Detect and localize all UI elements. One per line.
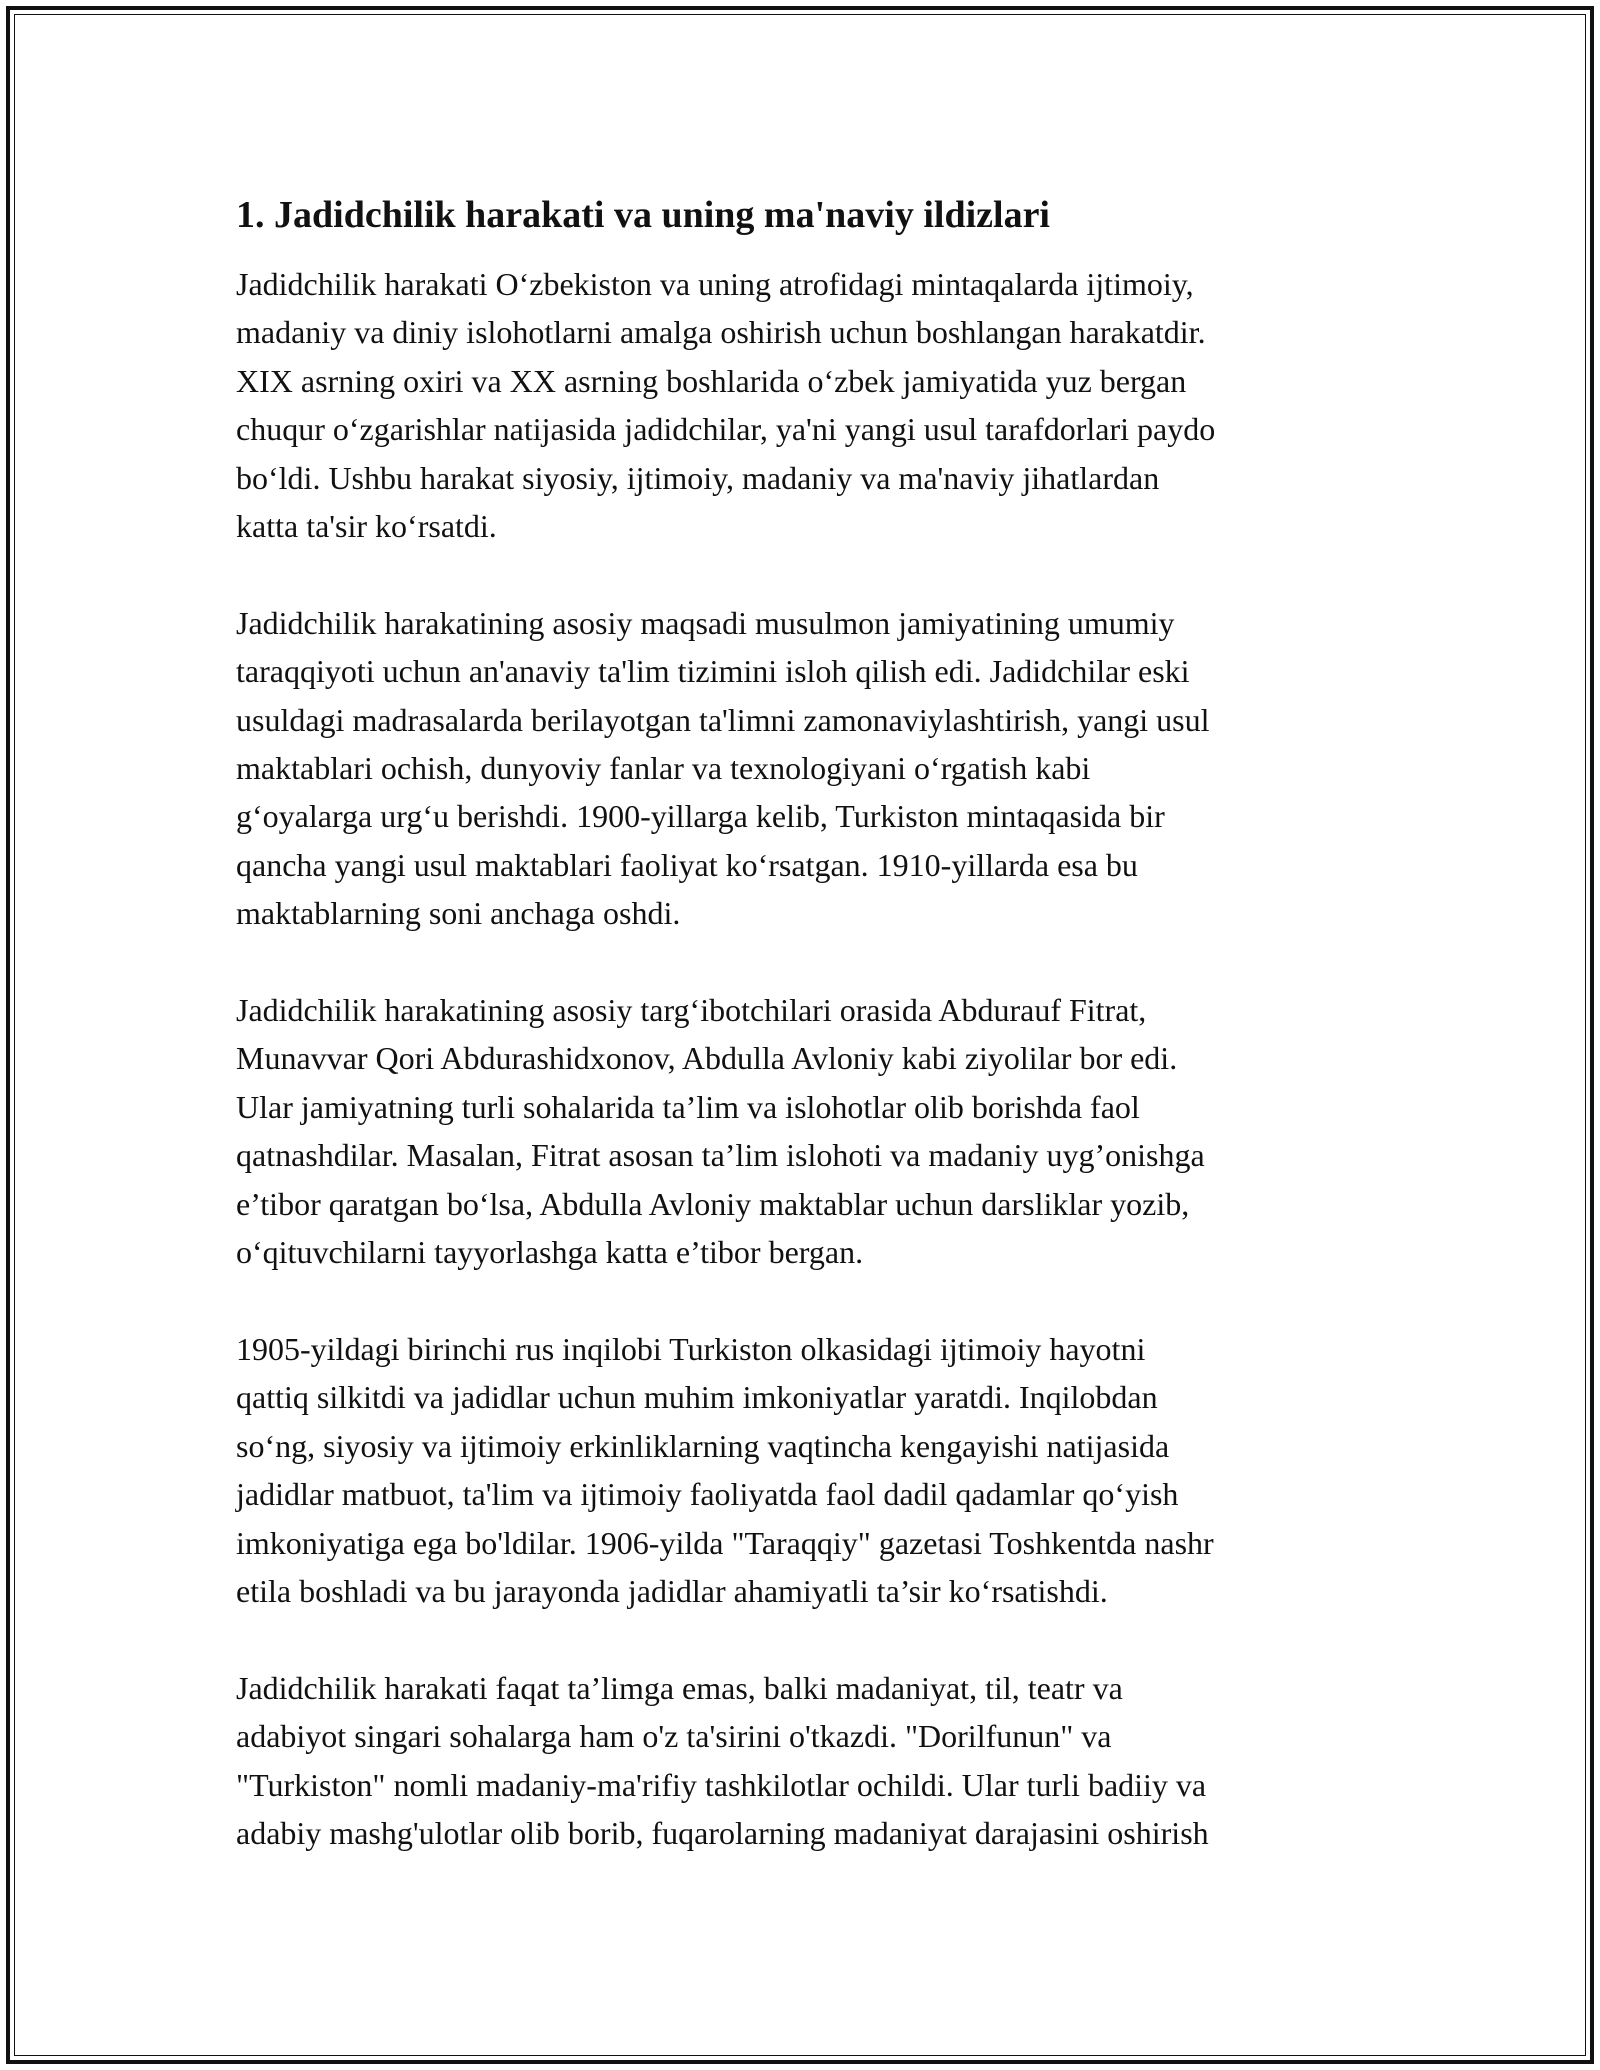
paragraph-5 [236,1664,1366,1858]
text-line: usuldagi madrasalarda berilayotgan ta'limni zamonaviylashtirish, yangi usul [236,701,1210,738]
text-line: maktablari ochish, dunyoviy fanlar va texnologiyani o‘rgatish kabi [236,750,1091,787]
text-line: qatnashdilar. Masalan, Fitrat asosan ta’lim islohoti va madaniy uyg’onishga [236,1137,1205,1174]
text-line: g‘oyalarga urg‘u berishdi. 1900-yillarga kelib, Turkiston mintaqasida bir [236,798,1165,835]
paragraph-1 [236,260,1366,550]
text-line: Ular jamiyatning turli sohalarida ta’lim va islohotlar olib borishda faol [236,1088,1140,1125]
text-line: Jadidchilik harakati O‘zbekiston va uning atrofidagi mintaqalarda ijtimoiy, [236,266,1194,302]
text-line: qancha yangi usul maktablari faoliyat ko‘rsatgan. 1910-yillarda esa bu [236,846,1138,883]
text-line: imkoniyatiga ega bo'ldilar. 1906-yilda "Taraqqiy" gazetasi Toshkentda nashr [236,1524,1214,1561]
paragraph-3 [236,986,1366,1276]
text-line: madaniy va diniy islohotlarni amalga oshirish uchun boshlangan harakatdir. [236,314,1206,351]
text-line: "Turkiston" nomli madaniy-ma'rifiy tashkilotlar ochildi. Ular turli badiiy va [236,1766,1207,1803]
text-line: maktablarning soni anchaga oshdi. [236,895,681,932]
text-line: chuqur o‘zgarishlar natijasida jadidchilar, ya'ni yangi usul tarafdorlari paydo [236,411,1216,448]
text-line: o‘qituvchilarni tayyorlashga katta e’tibor bergan. [236,1234,864,1271]
text-line: qattiq silkitdi va jadidlar uchun muhim imkoniyatlar yaratdi. Inqilobdan [236,1379,1158,1416]
text-line: Jadidchilik harakatining asosiy maqsadi musulmon jamiyatining umumiy [236,604,1175,641]
text-line: Munavvar Qori Abdurashidxonov, Abdulla Avloniy kabi ziyolilar bor edi. [236,1040,1178,1077]
text-line: so‘ng, siyosiy va ijtimoiy erkinliklarning vaqtincha kengayishi natijasida [236,1427,1170,1464]
text-line: adabiyot singari sohalarga ham o'z ta'sirini o'tkazdi. "Dorilfunun" va [236,1718,1112,1755]
text-line: Jadidchilik harakati faqat ta’limga emas, balki madaniyat, til, teatr va [236,1669,1123,1706]
document-body [236,190,1366,1857]
text-line: e’tibor qaratgan bo‘lsa, Abdulla Avloniy maktablar uchun darsliklar yozib, [236,1185,1190,1222]
text-line: adabiy mashg'ulotlar olib borib, fuqarolarning madaniyat darajasini oshirish [236,1814,1209,1851]
text-line: bo‘ldi. Ushbu harakat siyosiy, ijtimoiy, madaniy va ma'naviy jihatlardan [236,459,1160,496]
text-line: taraqqiyoti uchun an'anaviy ta'lim tizimini isloh qilish edi. Jadidchilar eski [236,653,1190,690]
section-heading: 1. Jadidchilik harakati va uning ma'naviy ildizlari [236,194,1050,236]
text-line: 1905-yildagi birinchi rus inqilobi Turkiston olkasidagi ijtimoiy hayotni [236,1330,1146,1367]
text-line: etila boshladi va bu jarayonda jadidlar ahamiyatli ta’sir ko‘rsatishdi. [236,1572,1108,1609]
text-line: Jadidchilik harakatining asosiy targ‘ibotchilari orasida Abdurauf Fitrat, [236,992,1147,1029]
paragraph-4 [236,1325,1366,1615]
paragraph-2 [236,599,1366,938]
text-line: XIX asrning oxiri va XX asrning boshlarida o‘zbek jamiyatida yuz bergan [236,362,1187,399]
text-line: jadidlar matbuot, ta'lim va ijtimoiy faoliyatda faol dadil qadamlar qo‘yish [236,1476,1179,1513]
text-line: katta ta'sir ko‘rsatdi. [236,508,497,545]
